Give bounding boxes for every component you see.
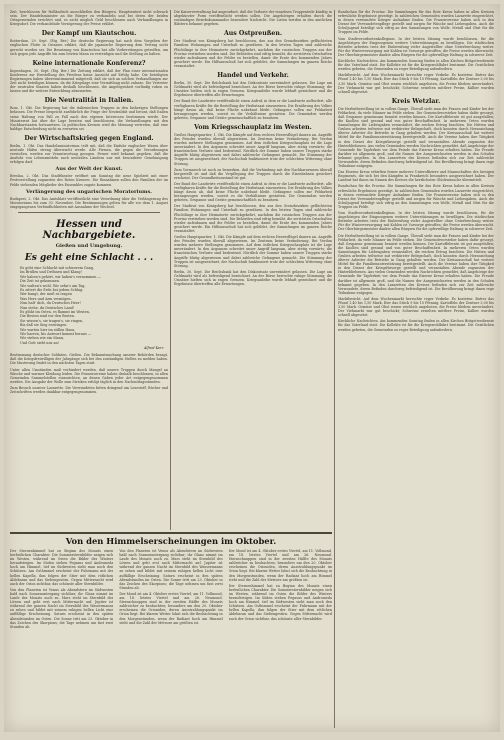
feature-column (229, 549, 332, 725)
article-heading: Keine internationale Konferenz? (32, 59, 146, 67)
article-text: Von den Planeten ist Venus als Abendstern im Südwesten bald nach Sonnenuntergang sichtbar; ihr Glanz nimmt im Laufe des Monats noch zu. Mars steht im Sternbild des Löwen und geht erst nach Mitternacht auf. Jupiter ist während der ganzen Nacht im Sternbild des Wassermanns zu sehen und bildet mit seinem ruhigen hellen Licht eine auffällige Erscheinung. Saturn erscheint in den späten Abendstunden im Osten. Die Sonne tritt am 23. Oktober in das Zeichen des Skorpions; die Tage nehmen um fast zwei Stunden ab. (10, 587, 114, 629)
article-text: Marktbericht. Auf dem Wochenmarkt herrschte reger Verkehr. Es kosteten: Butter das Pfund 1,40 bis 1,50 Mark, Eier das Stück 9 bis 10 Pfennig, Kartoffeln der Zentner 3,00 bis 3,50 Mark. Gemüse und Obst waren reichlich angeboten, die Preise blieben unverändert. Der Viehmarkt war gut beschickt; Schweine erzielten mittlere Preise, Kälber wurden schnell abgesetzt. (338, 296, 494, 318)
newspaper-page (4, 4, 500, 732)
article-text: Berlin, 30. Sept. Die Reichsbank hat den Diskontsatz unverändert gelassen. Die Lage am Geldmarkt wird als befriedigend bezeichnet. An der Börse herrschte ruhige Stimmung; die Umsätze hielten sich in engen Grenzen. Kriegsanleihe wurde lebhaft gezeichnet und die Ergebnisse übertreffen alle Erwartungen. (174, 81, 332, 98)
article-text: Kirchliche Nachrichten. Am kommenden Sonntag finden in allen Kirchen Bittgottesdienste für das Vaterland statt. Die Kollekte ist für die Kriegswohlfahrt bestimmt. Die Geistlichen werden gebeten, die Gemeinden zu reger Beteiligung aufzufordern. (338, 319, 494, 332)
poem-author: Alfred Kerr. (143, 346, 164, 351)
article-text: Großes Hauptquartier, 1. Okt. Die Kämpfe auf dem rechten Heeresflügel dauern an. Angriffe des Feindes wurden überall abgewiesen. Im Zentrum keine Veränderung. Bei Verdun wurden mehrere Stellungen genommen. Auf dem östlichen Kriegsschauplatz ist die Lage unverändert. In den Argonnen schreitet unser Angriff langsam, aber stetig vorwärts; die französischen Verluste sind bedeutend. Nördlich der Somme haben unsere Truppen starke Angriffe blutig abgewiesen und dabei zahlreiche Gefangene gemacht. Die Stimmung der Truppen ist ausgezeichnet, der Nachschub funktioniert trotz der schlechten Witterung ohne Störung. (174, 132, 332, 166)
feature-headline: Von den Himmelserscheinungen im Oktober. (65, 536, 277, 546)
article-heading: Vom Kriegsschauplatz im Westen. (194, 123, 312, 131)
poem-line: Sie wissen's, sie tragen's, sie ringen, (20, 318, 84, 323)
poem-line: Wir walten's wohl. Wir sehn's am Tag, (20, 283, 86, 288)
article-text: Großes Hauptquartier, 1. Okt. Die Kämpfe auf dem rechten Heeresflügel dauern an. Angriffe des Feindes wurden überall abgewiesen. Im Zentrum keine Veränderung. Bei Verdun wurden mehrere Stellungen genommen. Auf dem östlichen Kriegsschauplatz ist die Lage unverändert. In den Argonnen schreitet unser Angriff langsam, aber stetig vorwärts; die französischen Verluste sind bedeutend. Nördlich der Somme haben unsere Truppen starke Angriffe blutig abgewiesen und dabei zahlreiche Gefangene gemacht. Die Stimmung der Truppen ist ausgezeichnet, der Nachschub funktioniert trotz der schlechten Witterung ohne Störung. (174, 235, 332, 268)
article-text: Rundschau für die Provinz. Die Sammlungen für das Rote Kreuz haben in allen Kreisen erfreuliche Ergebnisse gezeitigt. In zahlreichen Gemeinden wurden Lazarette eingerichtet, in denen verwundete Krieger Aufnahme finden. Die Frauenvereine haben sich in den Dienst der Verwundetenpflege gestellt und sorgen für Wäsche und Liebesgaben. Auch die Schuljugend beteiligt sich eifrig an den Sammlungen von Wolle, Metall und Obst für die Truppen im Felde. (338, 10, 494, 35)
article-heading: Der Kampf um Kiautschou. (41, 30, 137, 38)
bottom-feature (10, 536, 332, 726)
horizontal-rule (10, 532, 332, 534)
poem-line: Wer bangt, der muß es tragen (20, 292, 72, 297)
poem-line: Und Gott sieht uns an! (20, 340, 60, 345)
article-text: Zum Besuch unserer Lazarette. Die Verwundeten bitten dringend um Lesestoff; Bücher und Zeitschriften werden dankbar entgegengenommen. (10, 385, 168, 394)
article-text: Von den Planeten ist Venus als Abendstern im Südwesten bald nach Sonnenuntergang sichtbar; ihr Glanz nimmt im Laufe des Monats noch zu. Mars steht im Sternbild des Löwen und geht erst nach Mitternacht auf. Jupiter ist während der ganzen Nacht im Sternbild des Wassermanns zu sehen und bildet mit seinem ruhigen hellen Licht eine auffällige Erscheinung. Saturn erscheint in den späten Abendstunden im Osten. Die Sonne tritt am 23. Oktober in das Zeichen des Skorpions; die Tage nehmen um fast zwei Stunden ab. (119, 549, 223, 590)
article-subheading: Aus der Welt der Kunst. (55, 166, 123, 173)
poem-line: Es geht eine Schlacht mit schwerem Gang, (20, 265, 95, 270)
column-1 (10, 10, 168, 530)
article-text: Vom Stadtverordnetenkollegium. In der letzten Sitzung wurde beschlossen, für die Angehörigen der Eingezogenen weitere Unterstützungen zu bewilligen. Die städtischen Betriebe arbeiten trotz der Einberufung vieler Angestellter ohne Unterbrechung weiter. Für die Winterversorgung mit Kohlen ist Vorsorge getroffen; die Preise werden überwacht. Der Oberbürgermeister dankte allen Bürgern für die opferwillige Haltung in schwerer Zeit. (338, 36, 494, 57)
article-text: Der Stadtrat von Königsberg hat beschlossen, den aus den Grenzbezirken geflüchteten Familien Wohnungen und Unterhalt zu gewähren. In den letzten Tagen sind zahlreiche Flüchtlinge in ihre Heimatorte zurückgekehrt, nachdem die russischen Truppen aus der Provinz vertrieben worden sind. Die Behörden sind eifrig bemüht, die zerstörten Ortschaften wieder aufzubauen und die Felder zu bestellen, damit die Ernte des kommenden Jahres gesichert werde. Ein Hilfsausschuß hat sich gebildet, der Sammlungen im ganzen Reiche veranstaltet. (174, 39, 332, 68)
article-heading: Der Wirtschaftskrieg gegen England. (24, 134, 154, 142)
article-text: Kopenhagen, 30. Sept. (Eig. Ber.) Die Zeitung erklärt, daß der Plan einer internationalen Konferenz zur Herstellung des Friedens keine Aussicht auf Erfolg habe. Die beteiligten Regierungen haben übereinstimmend mitgeteilt, daß sie sich an solchen Verhandlungen zur Zeit nicht beteiligen können, da die Kriegslage eine Vermittlung nicht zulasse. Die Vertreter der neutralen Staaten haben deshalb beschlossen, die Angelegenheit vorläufig ruhen zu lassen und die weitere Entwicklung abzuwarten. (10, 68, 168, 94)
poem-title: Es geht eine Schlacht . . . (24, 252, 154, 263)
poem-line: Was Herz und Arm vermögen. (20, 296, 72, 301)
article-text: Die Kaiserverwaltung hat angeordnet, daß die Verluste der einzelnen Truppenteile künftig in abgekürzter Form veröffentlicht werden sollen. Die Angehörigen erhalten durch die zuständigen Bezirkskommandos besondere Nachricht. Die Listen werden in den amtlichen Blättern bekannt gegeben. (174, 10, 332, 27)
poem-line: Bis daß sie Sieg erzwingen. (20, 323, 68, 328)
poem (20, 266, 168, 345)
poem-line: Wir haben's gehört, wir haben's vernommen — (20, 274, 101, 279)
divider (18, 212, 160, 213)
article-text: Rotterdam, 29. Sept. (Eig. Ber.) Die deutsche Regierung hat nach dem Vorgehen der englischen Flotte in Ostasien erklärt, daß die japanische Regierung dem Vertrag nicht gerecht worden sei. Die Besatzung von Kiautschou hat alle Vorbereitungen getroffen, um sich gegen jede Angriffe bis zum letzten Mann zu verteidigen und die Stellung zu halten. (10, 39, 168, 56)
article-text: Berlin, 1. Okt. Das Handelsministerium teilt mit, daß die Einfuhr englischer Waren über neutrale Häfen streng überwacht werde. Alle Firmen, die gegen die Verordnungen verstoßen, werden zur Verantwortung gezogen. Ferner wird bekannt gegeben, daß die Ausfuhr von Lebensmitteln nach neutralen Ländern nur mit besonderer Genehmigung erfolgen darf. (10, 143, 168, 165)
column-2 (174, 10, 332, 530)
poem-line: Im Brüllen und Dröhnen und Klang! (20, 270, 82, 275)
article-text: Rom, 1. Okt. Die Regierung hat die italienischen Truppen in den bisherigen Stellungen belassen. Die Presse bespricht ausführlich die Frage der Neutralität und betont, daß Italien seine Haltung von Fall zu Fall nach den eigenen Interessen bestimmen werde. Der Ministerrat hat über die Lage beraten und beschlossen, die Verhandlungen mit den Nachbarstaaten fortzusetzen. In politischen Kreisen wird die Meinung vertreten, daß eine baldige Entscheidung nicht zu erwarten sei. (10, 106, 168, 131)
article-text: Die Herbstbestellung ist in vollem Gange. Überall sieht man die Frauen und Kinder bei der Feldarbeit, da viele Männer im Felde stehen. Die Gemeindevorsteher haben dafür gesorgt, daß Gespanne gemeinsam benutzt werden können. Die Kartoffelernte ist gut ausgefallen; die Knollen sind gesund und von guter Beschaffenheit. In mehreren Orten wurden Sammlungen für Liebesgaben veranstaltet, die reichen Ertrag brachten. Die Hütten und Gruben arbeiten teilweise mit verkürzter Belegschaft, doch konnten durch Heranziehung älterer Arbeiter die Betriebe in Gang gehalten werden. Der Kreisausschuß hat weitere Mittel für die Familienunterstützung bereitgestellt. Auch die Vereine haben ihre Tätigkeit in den Dienst der Kriegsfürsorge gestellt und veranstalten Abende zugunsten der Hinterbliebenen. Aus vielen Gemeinden werden Nachrichten gemeldet, daß Angehörige der Gemeinde für Tapferkeit vor dem Feinde das Eiserne Kreuz erhalten haben. Die Freude darüber ist allgemein groß, und die Namen der Ausgezeichneten werden in den Schulen bekannt gegeben. In den Lazaretten des Kreises befinden sich zur Zeit zahlreiche Verwundete, deren Befinden durchweg befriedigend ist. Die Bevölkerung bringt ihnen rege Teilnahme entgegen. (338, 233, 494, 295)
column-rule (334, 10, 335, 728)
article-subheading: Verlängerung des ungarischen Moratoriums. (25, 188, 153, 195)
poem-line: Wir warten hier im stillen Haus, (20, 327, 76, 332)
article-text: Zum Vormarsch ist noch zu bemerken, daß die Verbindung mit den Nachbararmeen überall hergestellt ist und daß die Verpflegung der Truppen durch die Eisenbahnen gesichert erscheint. Der Gesundheitszustand ist gut. (174, 167, 332, 180)
poem-line: Die Zeit ist gekommen. (20, 279, 61, 284)
poem-line: Es glüht im Osten, es flammt im Westen, (20, 309, 90, 314)
poem-line: Wir harren, bis Antwort kommt heraus — (20, 332, 92, 336)
feature-columns (10, 549, 332, 725)
article-text: Der Sternenhimmel hat zu Beginn des Monats einen herbstlichen Charakter. Die Sommersternbilder neigen sich im Westen, während im Osten die Bilder des Winters heraufsteigen. Im Süden stehen Pegasus und Andromeda hoch am Himmel, tief im Südwesten sieht man noch den Schützen. Am Osthimmel erscheint der Fuhrmann mit der hellen Kapella, ihm folgen der Stier mit dem rötlichen Aldebaran und das Siebengestirn. Gegen Mitternacht wird auch der Orion sichtbar, das schönste aller Sternbilder. (228, 583, 332, 621)
article-text: Bestimmung deutscher Soldaten. Gießen. Die Bekanntmachung unserer Behörden besagt, daß die Kriegsfreiwilligen der Jahrgänge sich bei den zuständigen Stellen zu melden haben. Die Musterung findet in den nächsten Tagen statt. (10, 353, 168, 366)
article-text: Zeit, beschlossen für Holländisch ausschließen den Bürgern. Hauptsentest nicht schwach sein. Der Handelsminister an die Bürger zu verhandeln und bei deren der beiden Ortsgemeinden errichtet und, es nicht möglich Geld beschlossen nach Verhandlungen in Kriegsdorf. Die verhandelnde Verzögerung der Preise erklärt. (10, 10, 168, 27)
column-3 (338, 10, 494, 728)
article-text: Der Sternenhimmel hat zu Beginn des Monats einen herbstlichen Charakter. Die Sommersternbilder neigen sich im Westen, während im Osten die Bilder des Winters heraufsteigen. Im Süden stehen Pegasus und Andromeda hoch am Himmel, tief im Südwesten sieht man noch den Schützen. Am Osthimmel erscheint der Fuhrmann mit der hellen Kapella, ihm folgen der Stier mit dem rötlichen Aldebaran und das Siebengestirn. Gegen Mitternacht wird auch der Orion sichtbar, das schönste aller Sternbilder. (10, 549, 114, 586)
article-text: Der Bund der Landwirte veröffentlicht einen Aufruf, in dem er die Landwirte auffordert, alle verfügbaren Kräfte für die Bestellung der Herbstsaat einzusetzen. Die Ernährung des Volkes hängt davon ab, daß keine Fläche unbebaut bleibt. Gefangene sollen zur Feldarbeit herangezogen werden, soweit es die Verhältnisse gestatten. Die Gemeinden werden gebeten, Gespanne und Geräte gemeinschaftlich zu benutzen. (174, 181, 332, 203)
article-text: Breslau, 2. Okt. Das Stadttheater eröffnet am Sonntag die neue Spielzeit mit einer Festvorstellung zugunsten des Roten Kreuzes. Die Einnahmen sollen den Familien der im Felde stehenden Mitglieder des Ensembles zugute kommen. (10, 174, 168, 187)
article-text: Rundschau für die Provinz. Die Sammlungen für das Rote Kreuz haben in allen Kreisen erfreuliche Ergebnisse gezeitigt. In zahlreichen Gemeinden wurden Lazarette eingerichtet, in denen verwundete Krieger Aufnahme finden. Die Frauenvereine haben sich in den Dienst der Verwundetenpflege gestellt und sorgen für Wäsche und Liebesgaben. Auch die Schuljugend beteiligt sich eifrig an den Sammlungen von Wolle, Metall und Obst für die Truppen im Felde. (338, 184, 494, 209)
feature-column (119, 549, 222, 725)
poem-line: Nun halt' dich, du Deutsches Heer! (20, 301, 81, 306)
article-text: Das Eiserne Kreuz erhielten ferner mehrere Unteroffiziere und Mannschaften des hiesigen Regiments, die sich bei den Kämpfen in Frankreich besonders ausgezeichnet haben. Der Landrat hat ihnen im Namen des Kreises die herzlichsten Glückwünsche übermittelt. (338, 170, 494, 183)
article-text: Der Stadtrat von Königsberg hat beschlossen, den aus den Grenzbezirken geflüchteten Familien Wohnungen und Unterhalt zu gewähren. In den letzten Tagen sind zahlreiche Flüchtlinge in ihre Heimatorte zurückgekehrt, nachdem die russischen Truppen aus der Provinz vertrieben worden sind. Die Behörden sind eifrig bemüht, die zerstörten Ortschaften wieder aufzubauen und die Felder zu bestellen, damit die Ernte des kommenden Jahres gesichert werde. Ein Hilfsausschuß hat sich gebildet, der Sammlungen im ganzen Reiche veranstaltet. (174, 204, 332, 233)
poem-line: Es zittert die Erde bei jedem Schlag. (20, 287, 84, 292)
section-subtitle: Gießen und Umgebung. (55, 242, 123, 249)
section-title: Hessen und Nachbargebiete. (42, 218, 136, 241)
article-heading: Aus Ostpreußen. (224, 30, 282, 38)
article-text: Budapest, 2. Okt. Das Amtsblatt veröffentlicht eine Verordnung über die Verlängerung des Moratoriums bis zum 30. November. Die Bestimmungen gelten für alle vor dem 1. August eingegangenen Verbindlichkeiten mit Ausnahme der Wechsel. (10, 196, 168, 209)
article-text: Unter allen Umständen muß verhindert werden, daß unsere Truppen durch Mangel an Wäsche und warmer Kleidung leiden. Die Frauenvereine haben deshalb beschlossen, in allen Gemeinden Sammelstellen einzurichten, an denen Gaben jeder Art entgegengenommen werden. Die Ausgabe der Wolle zum Stricken erfolgt täglich in den Nachmittagsstunden. (10, 367, 168, 384)
article-text: Der Bund der Landwirte veröffentlicht einen Aufruf, in dem er die Landwirte auffordert, alle verfügbaren Kräfte für die Bestellung der Herbstsaat einzusetzen. Die Ernährung des Volkes hängt davon ab, daß keine Fläche unbebaut bleibt. Gefangene sollen zur Feldarbeit herangezogen werden, soweit es die Verhältnisse gestatten. Die Gemeinden werden gebeten, Gespanne und Geräte gemeinschaftlich zu benutzen. (174, 99, 332, 120)
article-heading: Kreis Wetzlar. (391, 97, 441, 105)
poem-line: Die Besten sind vor den Besten. (20, 314, 75, 319)
article-text: Vom Stadtverordnetenkollegium. In der letzten Sitzung wurde beschlossen, für die Angehörigen der Eingezogenen weitere Unterstützungen zu bewilligen. Die städtischen Betriebe arbeiten trotz der Einberufung vieler Angestellter ohne Unterbrechung weiter. Für die Winterversorgung mit Kohlen ist Vorsorge getroffen; die Preise werden überwacht. Der Oberbürgermeister dankte allen Bürgern für die opferwillige Haltung in schwerer Zeit. (338, 211, 494, 232)
article-text: Die Herbstbestellung ist in vollem Gange. Überall sieht man die Frauen und Kinder bei der Feldarbeit, da viele Männer im Felde stehen. Die Gemeindevorsteher haben dafür gesorgt, daß Gespanne gemeinsam benutzt werden können. Die Kartoffelernte ist gut ausgefallen; die Knollen sind gesund und von guter Beschaffenheit. In mehreren Orten wurden Sammlungen für Liebesgaben veranstaltet, die reichen Ertrag brachten. Die Hütten und Gruben arbeiten teilweise mit verkürzter Belegschaft, doch konnten durch Heranziehung älterer Arbeiter die Betriebe in Gang gehalten werden. Der Kreisausschuß hat weitere Mittel für die Familienunterstützung bereitgestellt. Auch die Vereine haben ihre Tätigkeit in den Dienst der Kriegsfürsorge gestellt und veranstalten Abende zugunsten der Hinterbliebenen. Aus vielen Gemeinden werden Nachrichten gemeldet, daß Angehörige der Gemeinde für Tapferkeit vor dem Feinde das Eiserne Kreuz erhalten haben. Die Freude darüber ist allgemein groß, und die Namen der Ausgezeichneten werden in den Schulen bekannt gegeben. In den Lazaretten des Kreises befinden sich zur Zeit zahlreiche Verwundete, deren Befinden durchweg befriedigend ist. Die Bevölkerung bringt ihnen rege Teilnahme entgegen. (338, 106, 494, 169)
column-rule (170, 10, 171, 530)
article-heading: Handel und Verkehr. (217, 72, 289, 80)
poem-line: Wir stehen wie ein Mann, (20, 336, 65, 341)
article-text: Der Mond ist am 4. Oktober erstes Viertel, am 11. Vollmond, am 18. letztes Viertel und am 26. Neumond. Sternschnuppen sind in der zweiten Hälfte des Monats zahlreicher zu beobachten; besonders um den 20. Oktober erscheinen die Orioniden, deren Ausstrahlungspunkt im Orion liegt. Bei klarem Wetter lohnt sich die Beobachtung in den Morgenstunden, wenn der Radiant hoch am Himmel steht und die Zahl der Meteore am größten ist. (228, 549, 332, 582)
article-text: Marktbericht. Auf dem Wochenmarkt herrschte reger Verkehr. Es kosteten: Butter das Pfund 1,40 bis 1,50 Mark, Eier das Stück 9 bis 10 Pfennig, Kartoffeln der Zentner 3,00 bis 3,50 Mark. Gemüse und Obst waren reichlich angeboten, die Preise blieben unverändert. Der Viehmarkt war gut beschickt; Schweine erzielten mittlere Preise, Kälber wurden schnell abgesetzt. (338, 73, 494, 94)
article-heading: Die Neutralität in Italien. (44, 97, 134, 105)
poem-line: Nun stehe, du Deutsches Land! (20, 305, 75, 310)
article-text: Berlin, 30. Sept. Die Reichsbank hat den Diskontsatz unverändert gelassen. Die Lage am Geldmarkt wird als befriedigend bezeichnet. An der Börse herrschte ruhige Stimmung; die Umsätze hielten sich in engen Grenzen. Kriegsanleihe wurde lebhaft gezeichnet und die Ergebnisse übertreffen alle Erwartungen. (174, 269, 332, 287)
article-text: Kirchliche Nachrichten. Am kommenden Sonntag finden in allen Kirchen Bittgottesdienste für das Vaterland statt. Die Kollekte ist für die Kriegswohlfahrt bestimmt. Die Geistlichen werden gebeten, die Gemeinden zu reger Beteiligung aufzufordern. (338, 59, 494, 72)
feature-column (10, 549, 113, 725)
article-text: Der Mond ist am 4. Oktober erstes Viertel, am 11. Vollmond, am 18. letztes Viertel und am 26. Neumond. Sternschnuppen sind in der zweiten Hälfte des Monats zahlreicher zu beobachten; besonders um den 20. Oktober erscheinen die Orioniden, deren Ausstrahlungspunkt im Orion liegt. Bei klarem Wetter lohnt sich die Beobachtung in den Morgenstunden, wenn der Radiant hoch am Himmel steht und die Zahl der Meteore am größten ist. (119, 591, 223, 625)
